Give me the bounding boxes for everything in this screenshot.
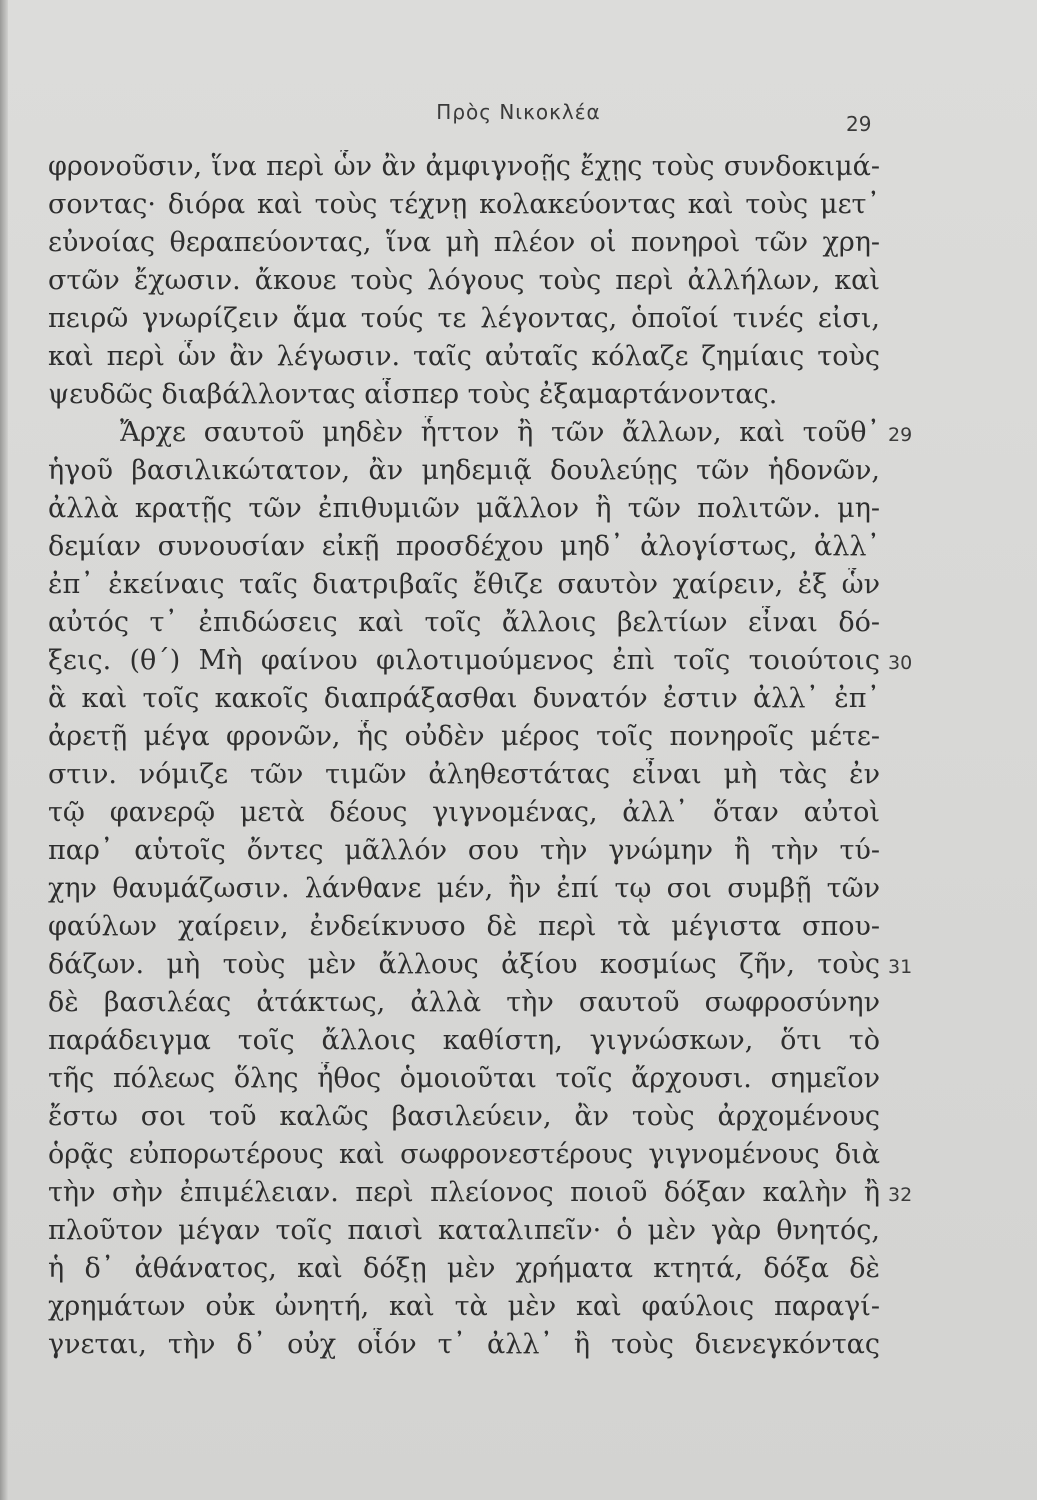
text-line: δάζων. μὴ τοὺς μὲν ἄλλους ἀξίου κοσμίως ζῆν, τοὺς [48, 949, 880, 980]
text-line: ἡ δ᾿ ἀθάνατος, καὶ δόξῃ μὲν χρήματα κτητά, δόξα δὲ [48, 1253, 880, 1284]
page-binding-shadow [0, 0, 8, 1500]
text-line: παράδειγμα τοῖς ἄλλοις καθίστη, γιγνώσκων, ὅτι τὸ [48, 1025, 880, 1056]
text-line: φαύλων χαίρειν, ἐνδείκνυσο δὲ περὶ τὰ μέγιστα σπου- [48, 911, 880, 942]
text-line: καὶ περὶ ὧν ἂν λέγωσιν. ταῖς αὐταῖς κόλαζε ζημίαις τοὺς [48, 341, 880, 372]
text-line: παρ᾿ αὑτοῖς ὄντες μᾶλλόν σου τὴν γνώμην ἢ τὴν τύ- [48, 835, 880, 866]
text-line: ἀλλὰ κρατῇς τῶν ἐπιθυμιῶν μᾶλλον ἢ τῶν πολιτῶν. μη- [48, 493, 880, 524]
text-line: φρονοῦσιν, ἵνα περὶ ὧν ἂν ἀμφιγνοῇς ἔχῃς τοὺς συνδοκιμά- [48, 151, 880, 182]
text-line: δὲ βασιλέας ἀτάκτως, ἀλλὰ τὴν σαυτοῦ σωφροσύνην [48, 987, 880, 1018]
text-line: πλοῦτον μέγαν τοῖς παισὶ καταλιπεῖν· ὁ μὲν γὰρ θνητός, [48, 1215, 880, 1246]
text-line: ἀρετῇ μέγα φρονῶν, ἧς οὐδὲν μέρος τοῖς πονηροῖς μέτε- [48, 721, 880, 752]
text-line: τῆς πόλεως ὅλης ἦθος ὁμοιοῦται τοῖς ἄρχουσι. σημεῖον [48, 1063, 880, 1094]
page-number: 29 [846, 112, 872, 136]
text-line: σοντας· διόρα καὶ τοὺς τέχνῃ κολακεύοντας καὶ τοὺς μετ᾿ [48, 189, 880, 220]
running-head: Πρὸς Νικοκλέα [436, 100, 601, 124]
text-line: ὁρᾷς εὐπορωτέρους καὶ σωφρονεστέρους γιγνομένους διὰ [48, 1139, 880, 1170]
text-line: ξεις. (θ΄) Μὴ φαίνου φιλοτιμούμενος ἐπὶ τοῖς τοιούτοις [48, 645, 880, 676]
text-line: τῷ φανερῷ μετὰ δέους γιγνομένας, ἀλλ᾿ ὅταν αὐτοὶ [48, 797, 880, 828]
margin-section-number: 29 [888, 424, 913, 446]
text-line: εὐνοίας θεραπεύοντας, ἵνα μὴ πλέον οἱ πονηροὶ τῶν χρη- [48, 227, 880, 258]
text-line: χρημάτων οὐκ ὠνητή, καὶ τὰ μὲν καὶ φαύλοις παραγί- [48, 1291, 880, 1322]
text-line: ψευδῶς διαβάλλοντας αἷσπερ τοὺς ἐξαμαρτάνοντας. [48, 379, 778, 410]
text-line: ἐπ᾿ ἐκείναις ταῖς διατριβαῖς ἔθιζε σαυτὸν χαίρειν, ἐξ ὧν [48, 569, 880, 600]
text-line: ἔστω σοι τοῦ καλῶς βασιλεύειν, ἂν τοὺς ἀρχομένους [48, 1101, 880, 1132]
text-line: δεμίαν συνουσίαν εἰκῇ προσδέχου μηδ᾿ ἀλογίστως, ἀλλ᾿ [48, 531, 880, 562]
text-line: Ἄρχε σαυτοῦ μηδὲν ἧττον ἢ τῶν ἄλλων, καὶ τοῦθ᾿ [120, 417, 880, 448]
text-line: ἃ καὶ τοῖς κακοῖς διαπράξασθαι δυνατόν ἐστιν ἀλλ᾿ ἐπ᾿ [48, 683, 880, 714]
text-line: στιν. νόμιζε τῶν τιμῶν ἀληθεστάτας εἶναι μὴ τὰς ἐν [48, 759, 880, 790]
margin-section-number: 30 [888, 652, 913, 674]
text-line: ἡγοῦ βασιλικώτατον, ἂν μηδεμιᾷ δουλεύῃς τῶν ἡδονῶν, [48, 455, 880, 486]
text-line: γνεται, τὴν δ᾿ οὐχ οἷόν τ᾿ ἀλλ᾿ ἢ τοὺς διενεγκόντας [48, 1329, 880, 1360]
margin-section-number: 31 [888, 956, 913, 978]
margin-section-number: 32 [888, 1184, 913, 1206]
text-line: πειρῶ γνωρίζειν ἅμα τούς τε λέγοντας, ὁποῖοί τινές εἰσι, [48, 303, 880, 334]
text-line: αὐτός τ᾿ ἐπιδώσεις καὶ τοῖς ἄλλοις βελτίων εἶναι δό- [48, 607, 880, 638]
text-line: στῶν ἔχωσιν. ἄκουε τοὺς λόγους τοὺς περὶ ἀλλήλων, καὶ [48, 265, 880, 296]
text-line: χην θαυμάζωσιν. λάνθανε μέν, ἢν ἐπί τῳ σοι συμβῇ τῶν [48, 873, 880, 904]
text-line: τὴν σὴν ἐπιμέλειαν. περὶ πλείονος ποιοῦ δόξαν καλὴν ἢ [48, 1177, 880, 1208]
